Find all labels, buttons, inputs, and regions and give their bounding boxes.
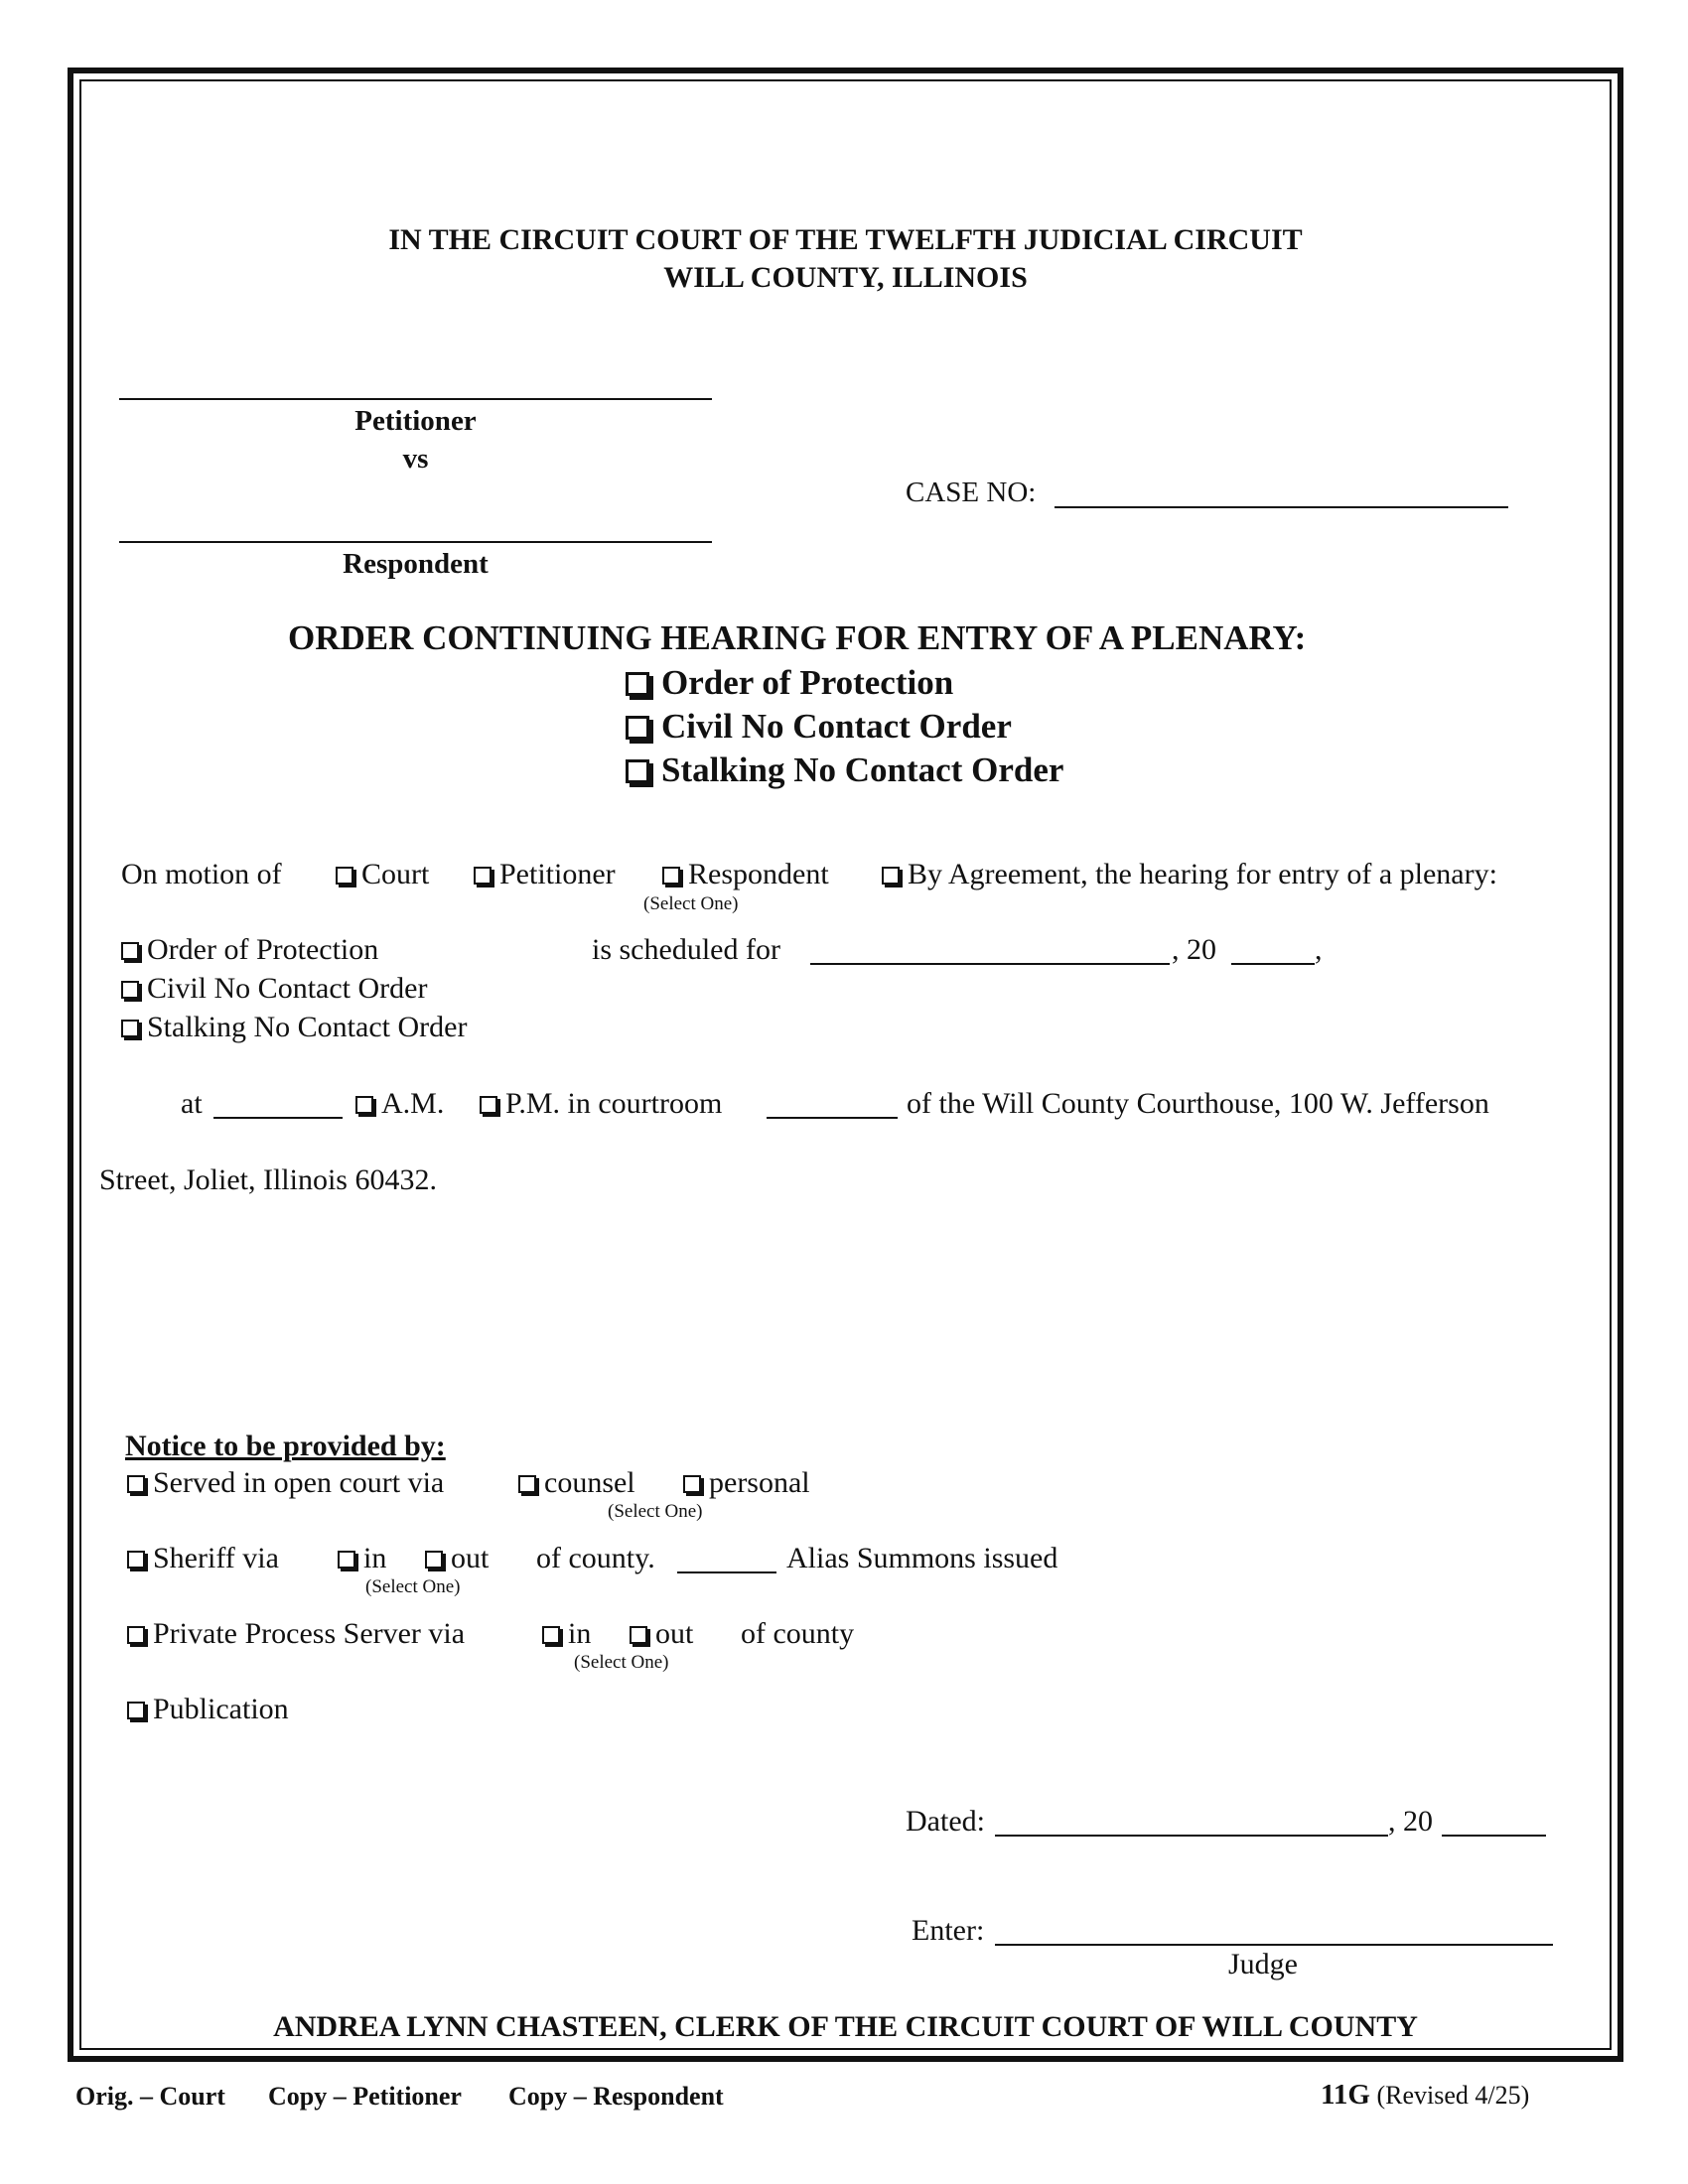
courthouse-location: of the Will County Courthouse, 100 W. Jefferson xyxy=(907,1087,1489,1120)
checkbox-icon[interactable] xyxy=(626,672,649,696)
respondent-name-line[interactable] xyxy=(119,541,712,543)
case-no-line[interactable] xyxy=(1055,506,1508,508)
am-option[interactable]: A.M. xyxy=(355,1087,444,1121)
dated-year-line[interactable] xyxy=(1442,1835,1546,1837)
motion-select-note: (Select One) xyxy=(643,893,739,914)
checkbox-icon[interactable] xyxy=(336,867,353,885)
private-select-note: (Select One) xyxy=(574,1652,669,1673)
checkbox-icon[interactable] xyxy=(355,1096,373,1114)
served-open-court-option[interactable]: Served in open court via xyxy=(127,1466,444,1500)
checkbox-icon[interactable] xyxy=(626,759,649,783)
checkbox-icon[interactable] xyxy=(127,1475,145,1493)
private-of-county: of county xyxy=(741,1617,855,1650)
dated-label: Dated: xyxy=(906,1805,985,1838)
clerk-line: ANDREA LYNN CHASTEEN, CLERK OF THE CIRCUIT COURT OF WILL COUNTY xyxy=(273,2010,1418,2043)
private-out-option[interactable]: out xyxy=(630,1617,693,1651)
served-personal-option[interactable]: personal xyxy=(683,1466,810,1500)
dated-year-prefix: , 20 xyxy=(1388,1805,1433,1838)
alias-summons-line[interactable] xyxy=(677,1571,776,1573)
checkbox-icon[interactable] xyxy=(474,867,492,885)
court-heading-line2: WILL COUNTY, ILLINOIS xyxy=(663,261,1028,294)
notice-heading: Notice to be provided by: xyxy=(125,1430,446,1462)
checkbox-icon[interactable] xyxy=(338,1551,355,1569)
hearing-date-line[interactable] xyxy=(810,963,1170,965)
checkbox-icon[interactable] xyxy=(121,981,139,999)
checkbox-icon[interactable] xyxy=(127,1626,145,1644)
private-process-option[interactable]: Private Process Server via xyxy=(127,1617,465,1651)
title-option-stalking-no-contact[interactable]: Stalking No Contact Order xyxy=(626,751,1063,790)
checkbox-icon[interactable] xyxy=(626,716,649,740)
checkbox-icon[interactable] xyxy=(127,1702,145,1719)
motion-option-agreement[interactable]: By Agreement, the hearing for entry of a plenary: xyxy=(882,858,1497,891)
order-title: ORDER CONTINUING HEARING FOR ENTRY OF A PLENARY: xyxy=(288,618,1307,657)
petitioner-label: Petitioner xyxy=(354,405,477,437)
private-in-option[interactable]: in xyxy=(542,1617,591,1651)
publication-option[interactable]: Publication xyxy=(127,1693,289,1726)
inner-border xyxy=(79,79,1612,2050)
trailing-comma: , xyxy=(1315,933,1323,966)
hearing-time-line[interactable] xyxy=(213,1117,343,1119)
checkbox-icon[interactable] xyxy=(121,942,139,960)
sheriff-of-county: of county. xyxy=(536,1542,655,1574)
checkbox-icon[interactable] xyxy=(127,1551,145,1569)
pm-option[interactable]: P.M. in courtroom xyxy=(480,1087,722,1121)
sheriff-in-option[interactable]: in xyxy=(338,1542,386,1575)
sheriff-select-note: (Select One) xyxy=(365,1576,461,1597)
motion-option-respondent[interactable]: Respondent xyxy=(662,858,829,891)
checkbox-icon[interactable] xyxy=(518,1475,536,1493)
distribution-copy-petitioner: Copy – Petitioner xyxy=(268,2082,462,2111)
distribution-copy-respondent: Copy – Respondent xyxy=(508,2082,724,2111)
motion-option-court[interactable]: Court xyxy=(336,858,429,891)
order-type-protection[interactable]: Order of Protection xyxy=(121,933,378,967)
form-code xyxy=(1321,2079,1529,2112)
judge-signature-line[interactable] xyxy=(995,1944,1553,1946)
title-option-civil-no-contact[interactable]: Civil No Contact Order xyxy=(626,707,1012,747)
order-type-stalking[interactable]: Stalking No Contact Order xyxy=(121,1011,467,1044)
court-heading-line1: IN THE CIRCUIT COURT OF THE TWELFTH JUDICIAL CIRCUIT xyxy=(388,223,1303,256)
year-prefix: , 20 xyxy=(1172,933,1216,966)
dated-line[interactable] xyxy=(995,1835,1388,1837)
motion-prefix: On motion of xyxy=(121,858,282,890)
case-no-label: CASE NO: xyxy=(906,477,1037,508)
order-type-civil[interactable]: Civil No Contact Order xyxy=(121,972,427,1006)
courtroom-line[interactable] xyxy=(767,1117,898,1119)
at-label: at xyxy=(181,1087,203,1120)
sheriff-option[interactable]: Sheriff via xyxy=(127,1542,279,1575)
alias-summons-label: Alias Summons issued xyxy=(786,1542,1058,1574)
form-number: 11G xyxy=(1321,2079,1370,2111)
judge-label: Judge xyxy=(1228,1948,1298,1980)
distribution-original: Orig. – Court xyxy=(75,2082,225,2111)
hearing-year-line[interactable] xyxy=(1231,963,1315,965)
served-select-note: (Select One) xyxy=(608,1501,703,1522)
petitioner-name-line[interactable] xyxy=(119,398,712,400)
motion-option-petitioner[interactable]: Petitioner xyxy=(474,858,616,891)
enter-label: Enter: xyxy=(912,1914,985,1947)
checkbox-icon[interactable] xyxy=(630,1626,647,1644)
form-revision: (Revised 4/25) xyxy=(1376,2081,1530,2110)
sheriff-out-option[interactable]: out xyxy=(425,1542,489,1575)
title-option-order-of-protection[interactable]: Order of Protection xyxy=(626,663,953,703)
checkbox-icon[interactable] xyxy=(121,1020,139,1037)
checkbox-icon[interactable] xyxy=(480,1096,497,1114)
respondent-label: Respondent xyxy=(343,548,489,580)
checkbox-icon[interactable] xyxy=(425,1551,443,1569)
checkbox-icon[interactable] xyxy=(882,867,900,885)
scheduled-for-label: is scheduled for xyxy=(592,933,780,966)
checkbox-icon[interactable] xyxy=(683,1475,701,1493)
served-counsel-option[interactable]: counsel xyxy=(518,1466,635,1500)
checkbox-icon[interactable] xyxy=(542,1626,560,1644)
vs-label: vs xyxy=(402,443,429,475)
courthouse-address-line2: Street, Joliet, Illinois 60432. xyxy=(99,1163,437,1196)
checkbox-icon[interactable] xyxy=(662,867,680,885)
